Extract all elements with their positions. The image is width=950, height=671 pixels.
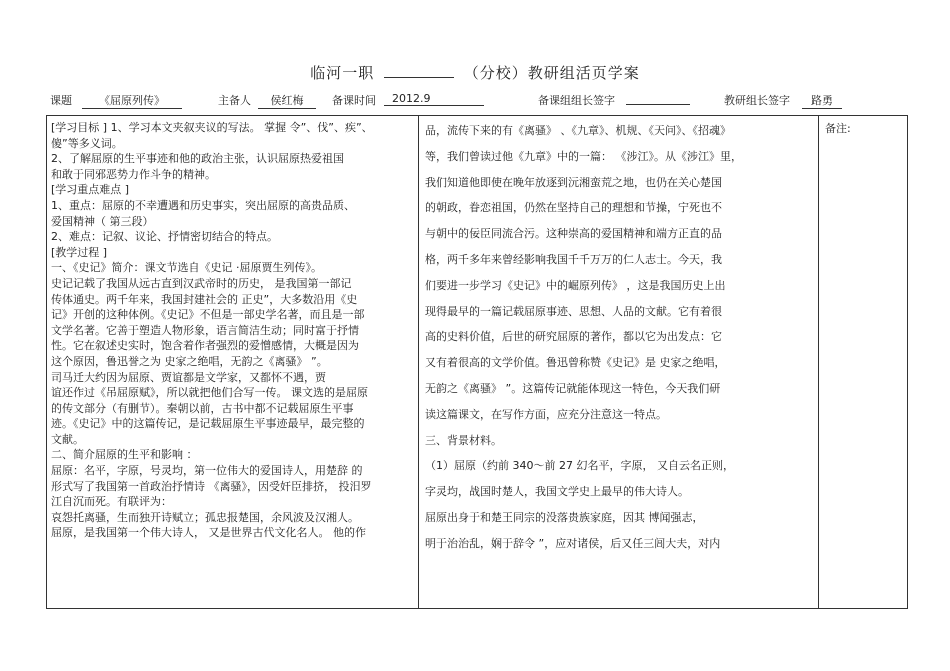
- text-line: 读这篇课文，在写作方面，应充分注意这一特点。: [425, 407, 667, 421]
- text-line: 1、重点：屈原的不幸遭遇和历史事实，突出屈原的高贵品质、: [51, 198, 355, 212]
- text-line: 字灵均，战国时楚人，我国文学史上最早的伟大诗人。: [425, 485, 689, 499]
- text-line: 等，我们曾读过他《九章》中的一篇： 《涉江》。从《涉江》里，: [425, 149, 742, 163]
- text-line: 史记记载了我国从远古直到汉武帝时的历史， 是我国第一部记: [51, 276, 352, 290]
- text-line: 高的史料价值，后世的研究屈原的著作，都以它为出发点：它: [425, 330, 722, 344]
- text-line: 2、了解屈原的生平事迹和他的政治主张，认识屈原热爱祖国: [51, 152, 344, 166]
- text-line: 文学名著。它善于塑造人物形象，语言简洁生动；同时富于抒情: [51, 323, 359, 337]
- column-remarks: [819, 116, 907, 608]
- text-line: 记》开创的这种体例。《史记》不但是一部史学名著，而且是一部: [51, 308, 365, 322]
- text-line: 传体通史。两千年来，我国封建社会的 正史”，大多数沿用《史: [51, 292, 358, 306]
- text-line: 和敢于同邪恶势力作斗争的精神。: [51, 167, 216, 181]
- text-line: 我们知道他即使在晚年放逐到沅湘蛮荒之地，也仍在关心楚国: [425, 175, 722, 189]
- text-line: 这个原因，鲁迅誉之为 史家之绝唱，无韵之《离骚》 ”。: [51, 354, 328, 368]
- lesson-table: [46, 115, 908, 609]
- time-value: 2012.9: [384, 92, 484, 106]
- text-line: 哀怨托离骚，生而独开诗赋立；孤忠报楚国，余风波及汉湘人。: [51, 510, 359, 524]
- time-label: 备课时间: [332, 94, 376, 107]
- text-line: 又有着很高的文学价值。鲁迅曾称赞《史记》是 史家之绝唱，: [425, 356, 726, 370]
- text-line: 二、简介屈原的生平和影响 ：: [51, 448, 198, 462]
- page-title: [0, 62, 950, 83]
- text-line: 形式写了我国第一首政治抒情诗 《离骚》，因受奸臣排挤， 投汨罗: [51, 479, 372, 493]
- text-line: 2、难点：记叙、议论、抒情密切结合的特点。: [51, 230, 278, 244]
- text-line: 爱国精神（ 第三段）: [51, 214, 154, 228]
- text-line: 性。它在叙述史实时，饱含着作者强烈的爱憎感情，大概是因为: [51, 339, 359, 353]
- text-line: 品，流传下来的有《离骚》 、《九章》、机规、《天问》、《招魂》: [425, 124, 731, 137]
- text-line: 的传文部分（有删节）。秦朝以前，古书中都不记载屈原生平事: [51, 401, 354, 415]
- text-line: 屈原，是我国第一个伟大诗人， 又是世界古代文化名人。 他的作: [51, 526, 366, 540]
- text-line: 格，两千多年来曾经影响我国千千万万的仁人志士。今天，我: [425, 252, 722, 266]
- column-middle: [419, 116, 819, 608]
- text-line: 的朝政，眷恋祖国，仍然在坚持自己的理想和节操，宁死也不: [425, 201, 722, 215]
- topic-label: 课题: [50, 94, 72, 107]
- text-line: 谊还作过《吊屈原赋》，所以就把他们合写一传。 课文选的是屈原: [51, 386, 368, 400]
- text-line: 无韵之《离骚》 ”。这篇传记就能体现这一特色，今天我们研: [425, 381, 721, 395]
- text-line: 屈原出身于和楚王同宗的没落贵族家庭，因其 博闻强志，: [425, 510, 704, 524]
- text-line: 屈原：名平，字原，号灵均，第一位伟大的爱国诗人，用楚辞 的: [51, 464, 363, 478]
- text-line: [学习重点难点 ]: [51, 183, 130, 197]
- text-line: 傻”等多义词。: [51, 136, 123, 150]
- text-line: 们要进一步学习《史记》中的崛原列传》 ，这是我国历史上出: [425, 278, 726, 292]
- research-leader-label: 教研组长签字: [724, 94, 790, 107]
- preparer-value: 侯红梅: [258, 92, 316, 109]
- group-leader-label: 备课组组长签字: [538, 94, 615, 107]
- text-line: 现得最早的一篇记载屈原事迹、思想、人品的文献。它有着很: [425, 304, 722, 318]
- text-line: 明于治治乱，娴于辞令 ”，应对诸侯，后又任三闾大夫，对内: [425, 536, 721, 550]
- column-left: [47, 116, 419, 608]
- text-line: [学习目标 ] 1、学习本文夹叙夹议的写法。 掌握 令”、伐”、疾”、: [51, 121, 373, 134]
- remarks-label: 备注:: [825, 122, 851, 135]
- text-line: 江自沉而死。有联评为：: [51, 495, 172, 509]
- preparer-label: 主备人: [218, 94, 251, 107]
- text-line: 与朝中的佞臣同流合污。这种崇高的爱国精神和端方正直的品: [425, 227, 722, 241]
- research-leader-value: 路勇: [802, 92, 842, 109]
- text-line: 一、《史记》简介：课文节选自《史记 ·屈原贾生列传》。: [51, 261, 322, 275]
- text-line: 迹。《史记》中的这篇传记，是记载屈原生平事迹最早，最完整的: [51, 417, 365, 431]
- text-line: 司马迁大约因为屈原、贾谊都是文学家，又都怀不遇，贾: [51, 370, 326, 384]
- title-school: 临河一职: [310, 64, 375, 82]
- group-leader-signature: [626, 92, 690, 105]
- title-rest: （分校）教研组活页学案: [463, 64, 640, 82]
- topic-value: 《屈原列传》: [82, 92, 182, 109]
- title-blank: [384, 65, 454, 78]
- text-line: 文献。: [51, 432, 84, 446]
- text-line: [教学过程 ]: [51, 245, 108, 259]
- text-line: （1）屈原（约前 340～前 27 幻名平，字原， 又自云名正则，: [425, 459, 734, 473]
- text-line: 三、背景材料。: [425, 433, 502, 447]
